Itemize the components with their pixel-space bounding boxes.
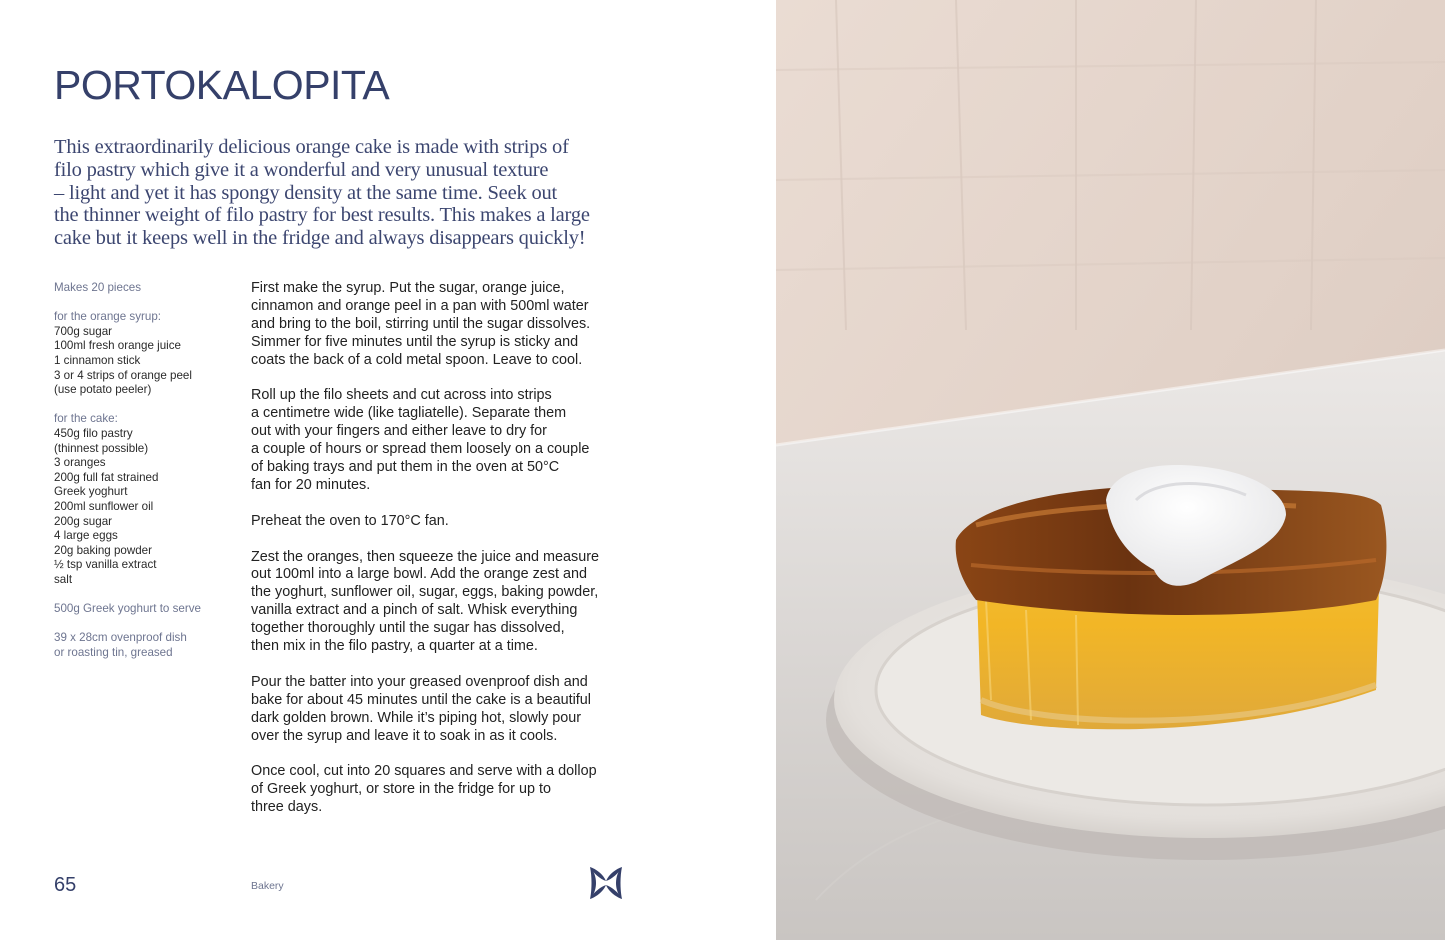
method-line: Roll up the filo sheets and cut across into strips — [251, 387, 552, 404]
method-line: Preheat the oven to 170°C fan. — [251, 512, 449, 529]
intro-line: filo pastry which give it a wonderful and very unusual texture — [54, 158, 549, 181]
intro-line: the thinner weight of filo pastry for best results. This makes a large — [54, 204, 590, 227]
ingredient-item: 100ml fresh orange juice — [54, 339, 181, 353]
equipment-note — [54, 631, 244, 660]
method-line: together thoroughly until the sugar has dissolved, — [251, 620, 565, 637]
intro-line: – light and yet it has spongy density at the same time. Seek out — [54, 181, 558, 204]
ingredient-heading: for the orange syrup: — [54, 310, 161, 324]
cake-on-plate-photo — [776, 0, 1445, 940]
method-line: cinnamon and orange peel in a pan with 500ml water — [251, 297, 589, 314]
page-number: 65 — [54, 874, 77, 896]
method-step — [251, 513, 631, 531]
method-line: vanilla extract and a pinch of salt. Whisk everything — [251, 602, 578, 619]
method-step — [251, 763, 631, 817]
ingredient-item: 700g sugar — [54, 324, 113, 338]
method-line: a centimetre wide (like tagliatelle). Separate them — [251, 405, 567, 422]
ingredient-item: salt — [54, 572, 73, 586]
ingredient-item: 200ml sunflower oil — [54, 499, 154, 513]
ingredient-item: 1 cinnamon stick — [54, 353, 141, 367]
method-line: Once cool, cut into 20 squares and serve with a dollop — [251, 763, 597, 780]
intro-line: cake but it keeps well in the fridge and always disappears quickly! — [54, 227, 586, 250]
method-line: out with your fingers and either leave to dry for — [251, 423, 547, 440]
method-line: Zest the oranges, then squeeze the juice and measure — [251, 548, 599, 565]
method-step — [251, 280, 631, 370]
method-line: and bring to the boil, stirring until the sugar dissolves. — [251, 315, 591, 332]
method-step — [251, 387, 631, 494]
method-line: bake for about 45 minutes until the cake is a beautiful — [251, 691, 591, 708]
ingredient-item: 3 or 4 strips of orange peel — [54, 368, 192, 382]
equipment-line: 39 x 28cm ovenproof dish — [54, 631, 187, 645]
ingredient-item: (use potato peeler) — [54, 383, 152, 397]
equipment-line: or roasting tin, greased — [54, 645, 173, 659]
recipe-intro — [54, 136, 590, 250]
four-petal-x-logo-icon — [589, 866, 623, 900]
ingredient-item: 3 oranges — [54, 456, 106, 470]
method-step — [251, 549, 631, 656]
ingredient-item: 4 large eggs — [54, 529, 118, 543]
section-name: Bakery — [251, 880, 284, 892]
method-line: Simmer for five minutes until the syrup is sticky and — [251, 333, 579, 350]
ingredient-item: 20g baking powder — [54, 543, 152, 557]
method-column — [251, 280, 631, 835]
method-step — [251, 674, 631, 746]
method-line: the yoghurt, sunflower oil, sugar, eggs, baking powder, — [251, 584, 599, 601]
cake-photo-illustration — [776, 0, 1445, 940]
ingredient-item: 200g full fat strained — [54, 470, 159, 484]
syrup-ingredients — [54, 310, 244, 398]
method-line: fan for 20 minutes. — [251, 476, 371, 493]
method-line: coats the back of a cold metal spoon. Leave to cool. — [251, 351, 583, 368]
ingredient-item: ½ tsp vanilla extract — [54, 558, 157, 572]
yield-text: Makes 20 pieces — [54, 281, 141, 294]
method-line: of baking trays and put them in the oven at 50°C — [251, 459, 560, 476]
ingredient-item: 200g sugar — [54, 514, 113, 528]
method-line: out 100ml into a large bowl. Add the orange zest and — [251, 566, 588, 583]
ingredient-item: (thinnest possible) — [54, 441, 149, 455]
ingredient-heading: for the cake: — [54, 412, 118, 426]
method-line: dark golden brown. While it’s piping hot, slowly pour — [251, 709, 582, 726]
ingredient-item: Greek yoghurt — [54, 485, 128, 499]
serving-note: 500g Greek yoghurt to serve — [54, 602, 201, 616]
intro-line: This extraordinarily delicious orange cake is made with strips of — [54, 136, 569, 158]
method-line: of Greek yoghurt, or store in the fridge for up to — [251, 781, 551, 798]
method-line: First make the syrup. Put the sugar, orange juice, — [251, 280, 565, 296]
ingredients-column — [54, 281, 244, 675]
recipe-title: PORTOKALOPITA — [54, 62, 390, 108]
method-line: three days. — [251, 799, 323, 816]
method-line: then mix in the filo pastry, a quarter at a time. — [251, 638, 538, 655]
ingredient-item: 450g filo pastry — [54, 426, 133, 440]
method-line: over the syrup and leave it to soak in as it cools. — [251, 727, 558, 744]
method-line: Pour the batter into your greased ovenproof dish and — [251, 673, 588, 690]
method-line: a couple of hours or spread them loosely on a couple — [251, 441, 590, 458]
cake-ingredients — [54, 412, 244, 587]
